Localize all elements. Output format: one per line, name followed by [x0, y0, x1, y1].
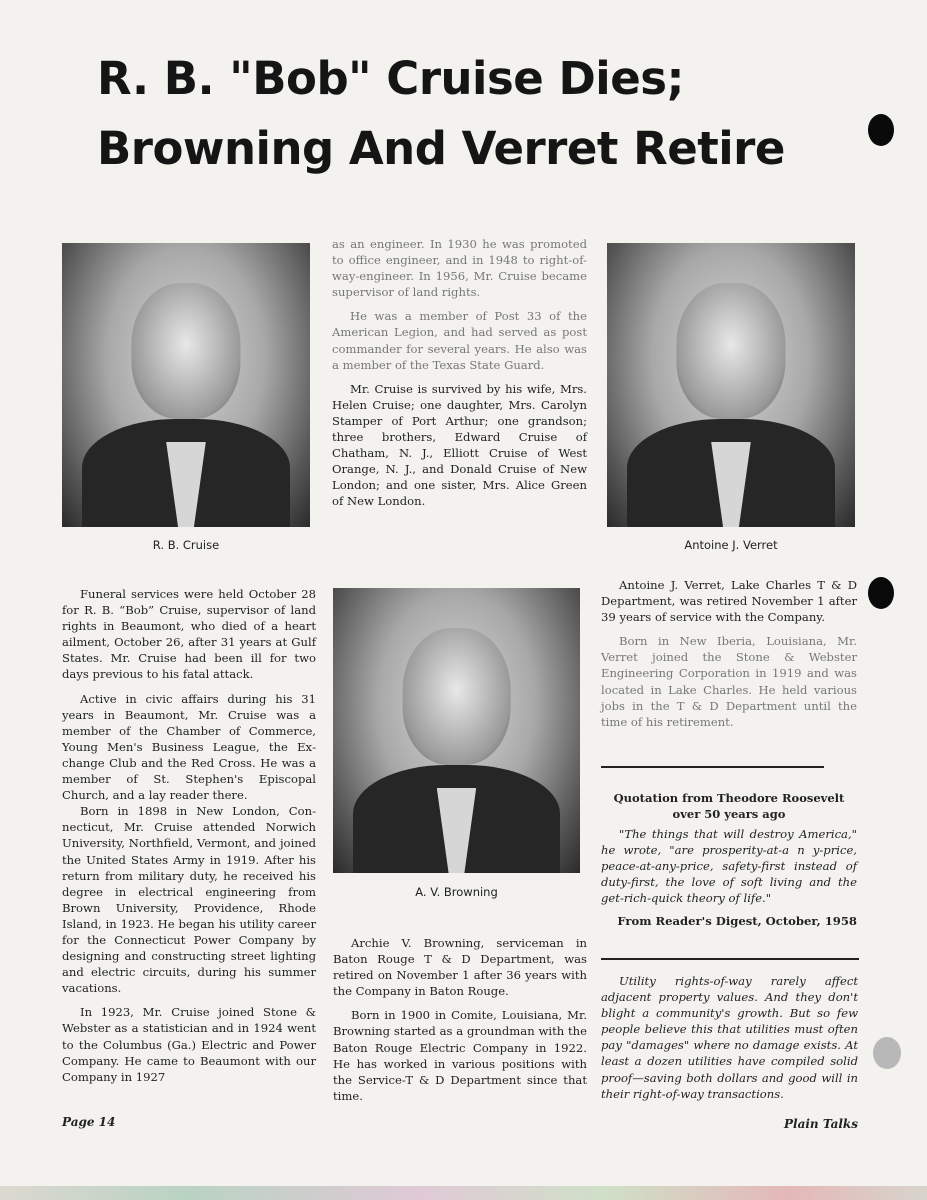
paragraph: as an engineer. In 1930 he was promoted to office engineer, and in 1948 to right-of-way-engineer. In 1956, Mr. Cruise became supervisor of land rights. [332, 237, 587, 300]
divider [601, 958, 859, 960]
filler-text [601, 973, 858, 1110]
paragraph: Born in New Iberia, Louisiana, Mr. Verret joined the Stone & Webster Engineering Corporation in 1919 and was located in Lake Charles. He held various jobs in the T & D Department until the time of his retirement. [601, 634, 857, 729]
publication-name: Plain Talks [784, 1117, 859, 1131]
photo-antoine-verret [607, 243, 855, 527]
headline-line-2: Browning And Verret Retire [97, 122, 785, 175]
photo-av-browning [333, 588, 580, 873]
filler-body: Utility rights-of-way rarely affect adjacent property values. And they don't blight a community's growth. But so few people believe this that utilities must often pay "damages" where no damage exists. At least a dozen utilities have compiled solid proof—saving both dollars and good will in their right-of-way transactions. [601, 974, 858, 1101]
paragraph: Archie V. Browning, serviceman in Baton Rouge T & D Department, was retired on November 1 after 36 years with the Company in Baton Rouge. [333, 936, 587, 999]
scan-edge [0, 1186, 927, 1200]
paragraph: In 1923, Mr. Cruise joined Stone & Webster as a statistician and in 1924 went to the Columbus (Ga.) Electric and Power Company. He came to Beaumont with our Company in 1927 [62, 1005, 316, 1084]
caption-verret: Antoine J. Verret [684, 538, 778, 552]
binder-hole [873, 1037, 901, 1069]
quotation-heading [601, 790, 857, 822]
quotation-body: "The things that will destroy America," he wrote, "are prosperity-at-a n y-price, peace-at-any-price, safety-first instead of duty-first, the love of soft living and the get-rich-quick theory of life." [601, 827, 857, 906]
paragraph: Active in civic affairs during his 31 years in Beaumont, Mr. Cruise was a member of the Chamber of Commerce, Young Men's Business League, the Exchange Club and the Red Cross. He was a member of St. Stephen's Episcopal Church, and a lay reader there. [62, 691, 316, 803]
divider [601, 766, 824, 768]
page-number: Page 14 [62, 1115, 116, 1129]
quotation-heading-line-1: Quotation from Theodore Roosevelt [613, 791, 845, 805]
paragraph: Antoine J. Verret, Lake Charles T & D Department, was retired November 1 after 39 years of service with the Company. [601, 578, 857, 625]
caption-cruise: R. B. Cruise [152, 538, 220, 552]
binder-hole [868, 114, 894, 146]
paragraph: Mr. Cruise is survived by his wife, Mrs. Helen Cruise; one daughter, Mrs. Carolyn Stamper of Port Arthur; one grandson; three brothers, Edward Cruise of Chatham, N. J., Elliott Cruise of West Orange, N. J., and Donald Cruise of New London; and one sister, Mrs. Alice Green of New London. [332, 381, 587, 509]
quotation-heading-line-2: over 50 years ago [672, 807, 786, 821]
cruise-article-continued [332, 236, 587, 518]
paragraph: Born in 1900 in Comite, Louisiana, Mr. Browning started as a groundman with the Baton Rouge Electric Company in 1922. He has worked in various positions with the Service-T & D Department since that time. [333, 1008, 587, 1103]
quotation-text [601, 826, 857, 914]
paragraph: He was a member of Post 33 of the American Legion, and had served as post commander for several years. He also was a member of the Texas State Guard. [332, 309, 587, 372]
headline-line-1: R. B. "Bob" Cruise Dies; [97, 52, 685, 105]
photo-rb-cruise [62, 243, 310, 527]
paragraph: Funeral services were held October 28 for R. B. “Bob” Cruise, supervisor of land rights in Beaumont, who died of a heart ailment, October 26, after 31 years at Gulf States. Mr. Cruise had been ill for two days previous to his fatal attack. [62, 587, 316, 682]
paragraph: Born in 1898 in New London, Connecticut, Mr. Cruise attended Norwich University, Northfield, Vermont, and joined the United States Army in 1919. After his return from military duty, he received his degree in electrical engineering from Brown University, Providence, Rhode Island, in 1923. He began his utility career for the Connecticut Power Company by designing and constructing street lighting and electric circuits, during his summer vacations. [62, 804, 316, 996]
verret-article [601, 577, 857, 738]
binder-hole [868, 577, 894, 609]
caption-browning: A. V. Browning [415, 885, 498, 899]
quotation-source: From Reader's Digest, October, 1958 [617, 914, 857, 928]
browning-article [333, 935, 587, 1112]
cruise-article [62, 586, 316, 1093]
